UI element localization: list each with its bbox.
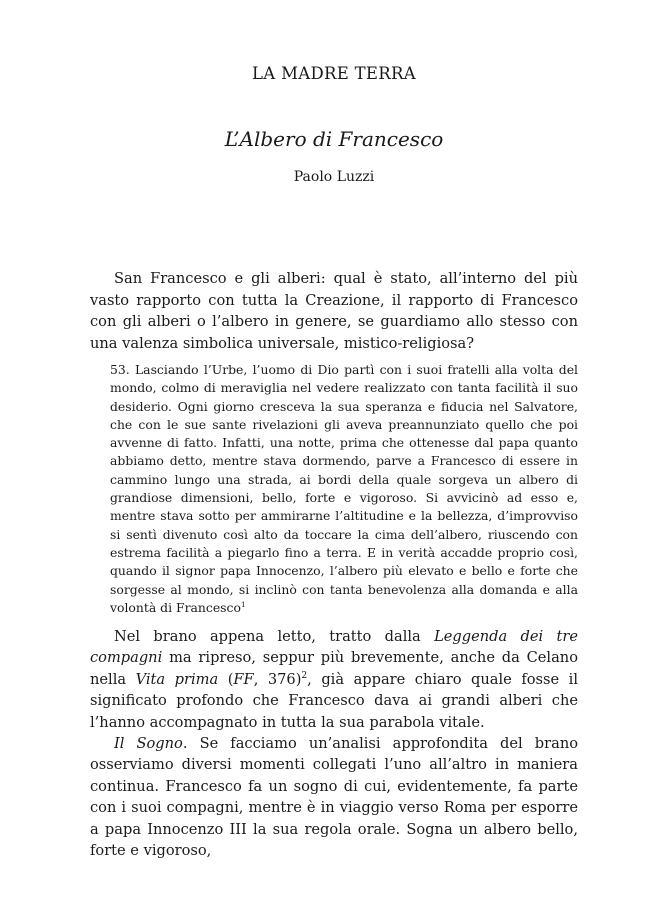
text-run: ma ripreso, seppur più brevemente, anche da Celano nella (90, 649, 578, 688)
author-name: Paolo Luzzi (293, 169, 375, 185)
italic-subheading: Il Sogno (114, 735, 183, 753)
italic-book-title: Leggenda dei tre compagni (90, 628, 579, 667)
text-run: . Se facciamo un’analisi approfondita del brano osserviamo diversi momenti collegati l’uno all’altro in maniera continua. Francesco fa un sogno di cui, evidentemente, fa parte con i suoi compagni, mentre è in viaggio verso Roma per esporre a papa Innocenzo III la sua regola orale. Sogna un albero bello, forte e vigoroso, (90, 735, 578, 860)
text-run: Nel brano appena letto, tratto dalla (114, 628, 435, 645)
footnote-mark-2: 2 (301, 670, 308, 681)
text-run: ( (218, 670, 234, 688)
body-text (90, 626, 578, 861)
italic-book-title: Vita prima (135, 670, 219, 688)
text-run: , già appare chiaro quale fosse il significato profondo che Francesco dava ai grandi alberi che l’hanno accompagnato in tutta la sua parabola vitale. (90, 670, 578, 731)
text-run: , 376) (253, 670, 302, 688)
italic-abbreviation: FF (233, 670, 254, 688)
block-quote (110, 361, 578, 617)
body-paragraph-2 (90, 733, 578, 861)
quote-text: 53. Lasciando l’Urbe, l’uomo di Dio partì con i suoi fratelli alla volta del mondo, colmo di meraviglia nel vedere realizzato con tanta facilità il suo desiderio. Ogni giorno cresceva la sua speranza e fiducia nel Salvatore, che con le sue sante rivelazioni gli aveva preannunziato quello che poi avvenne di fatto. Infatti, una notte, prima che ottenesse dal papa quanto abbiamo detto, mentre stava dormendo, parve a Francesco di essere in cammino lungo una strada, ai bordi della quale sorgeva un albero di grandiose dimensioni, bello, forte e vigoroso. Si avvicinò ad esso e, mentre stava sotto per ammirarne l’altitudine e la bellezza, d’improvviso si sentì divenuto così alto da toccare la cima dell’albero, riuscendo con estrema facilità a piegarlo fino a terra. E in verità accadde proprio così, quando il signor papa Innocenzo, l’albero più elevato e bello e forte che sorgesse al mondo, si inclinò con tanta benevolenza alla domanda e alla volontà di Francesco (110, 362, 578, 615)
article-title: L’Albero di Francesco (224, 127, 444, 151)
footnote-mark-1: 1 (240, 599, 246, 609)
body-paragraph-1 (90, 626, 578, 733)
section-title: LA MADRE TERRA (252, 64, 416, 83)
intro-paragraph: San Francesco e gli alberi: qual è stato, all’interno del più vasto rapporto con tutta la Creazione, il rapporto di Francesco con gli alberi o l’albero in genere, se guardiamo allo stesso con una valenza simbolica universale, mistico-religiosa? (90, 270, 578, 352)
